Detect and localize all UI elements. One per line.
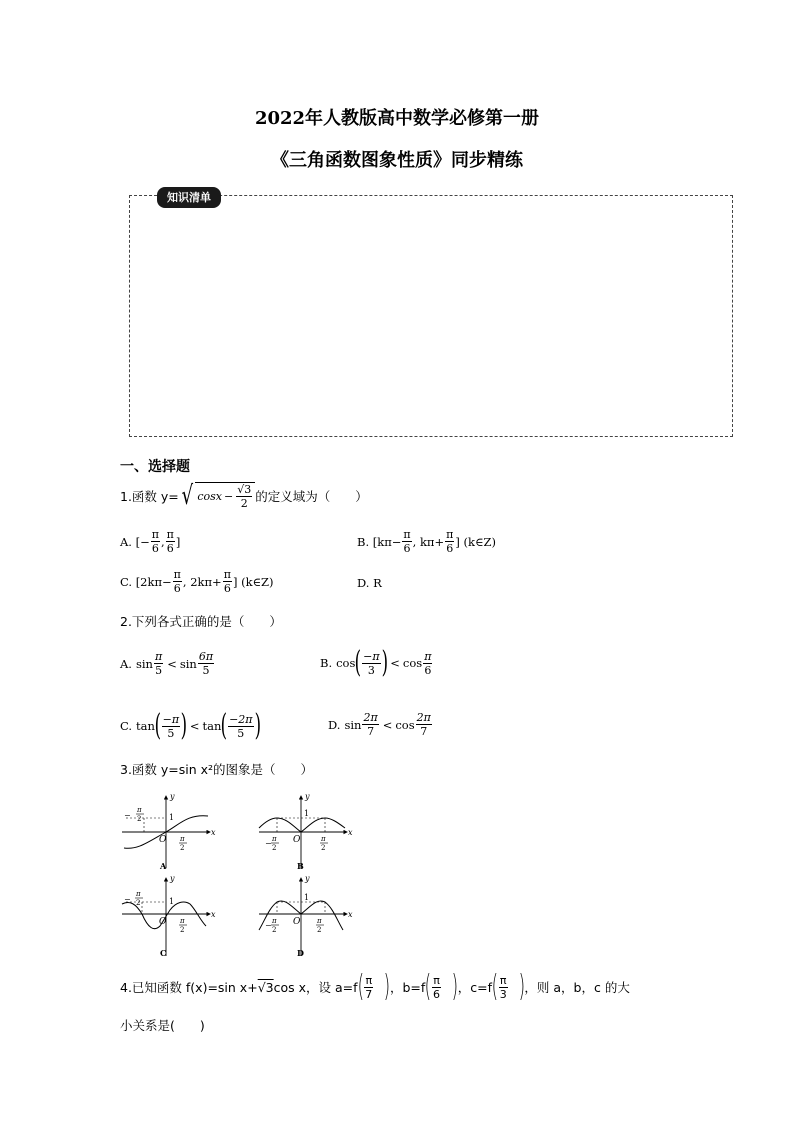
q2c-n2: −2π [229,712,253,726]
q1c-n1: π [173,568,181,581]
q2b-n1: −π [363,649,380,663]
q1-prefix: 1.函数 y= [120,489,179,504]
q2-option-d [328,711,433,738]
graph-b-x: x [348,828,353,837]
q1-minus: − [224,490,234,503]
q2d-d2: 7 [420,725,428,738]
graph-a-pi-l: π [137,806,142,814]
graph-d-label: D [297,948,304,958]
q4-b-n: π [433,973,440,987]
graph-b-two-l: 2 [272,844,277,852]
q2a-f2: sin [179,656,197,671]
sqrt-icon: √ [181,481,193,511]
graph-d-pi-l: π [272,917,277,925]
left-paren-icon: ( [357,969,364,1004]
q1a-pre: A. [− [120,534,150,549]
graph-b-y: y [305,792,310,801]
q4-post: ，则 a，b，c 的大 [524,980,630,995]
q2b-n2: π [424,649,432,663]
left-paren-icon: ( [220,708,228,743]
q2a-d2: 5 [202,664,210,677]
q2c-f2: tan [202,719,222,733]
knowledge-box [129,195,733,437]
left-paren-icon: ( [424,969,432,1004]
q1a-post: ] [175,534,181,549]
q4-c-n: π [499,973,507,987]
q4-mid: cos x，设 a=f [273,980,358,995]
q1-cos: cosx [197,490,222,503]
q2-option-b [320,645,433,680]
q1a-n2: π [166,528,174,541]
q2d-f1: sin [344,717,362,732]
q1d-text: D. R [357,576,382,590]
q2d-lt: < [382,717,393,732]
graph-c-pi-l: π [136,890,141,898]
q1-option-b [357,528,496,555]
graph-a-label: A [160,861,167,871]
q1a-mid: , [160,534,165,549]
q1c-pre: C. [2kπ− [120,574,172,589]
q2-option-a [120,650,215,677]
q2b-d2: 6 [424,663,432,677]
q2c-f1: tan [136,719,155,733]
q1b-d2: 6 [446,542,454,555]
graph-d-one: 1 [304,893,310,902]
q2c-lt: < [189,719,200,733]
right-paren-icon: ) [383,969,391,1004]
q1a-n1: π [151,528,159,541]
q2a-f1: sin [135,656,153,671]
question-2: 2.下列各式正确的是（ ） [120,614,282,629]
graph-b-o: O [293,835,301,845]
q2d-n1: 2π [363,711,378,724]
q2d-label: D. [328,717,341,732]
q1c-d1: 6 [173,582,181,595]
q1b-d1: 6 [403,542,411,555]
graph-a-pi-r: π [180,835,185,843]
graph-c-label: C [160,948,167,958]
q2b-f2: cos [402,656,423,670]
graph-d-pi-r: π [317,917,322,925]
q2c-d1: 5 [167,726,175,740]
q2d-n2: 2π [416,711,431,724]
q1-suffix: 的定义域为（ ） [255,489,368,504]
q2a-d1: 5 [155,664,163,677]
q1-radical [179,482,255,510]
q2c-label: C. [120,719,133,733]
question-4-line2: 小关系是( ) [120,1018,205,1033]
q4-c-pre: ，c=f [457,980,492,995]
graph-d [255,872,355,960]
right-paren-icon: ) [518,969,525,1004]
graph-d-neg: − [265,921,272,930]
left-paren-icon: ( [154,708,162,743]
q2b-lt: < [390,656,400,670]
right-paren-icon: ) [381,645,388,680]
q1b-pre: B. [kπ− [357,534,402,549]
graph-d-o: O [293,917,301,927]
graph-a-neg: − [124,811,131,820]
q2a-n2: 6π [198,650,214,663]
q1c-mid: , 2kπ+ [182,574,222,589]
q1a-d1: 6 [151,542,159,555]
graph-b-two-r: 2 [321,844,326,852]
q2b-f1: cos [336,656,356,670]
graph-b-pi-r: π [321,835,326,843]
graph-c-neg: − [124,895,131,904]
graph-c-pi-r: π [180,917,185,925]
left-paren-icon: ( [491,969,499,1004]
q2c-d2: 5 [237,726,245,740]
graph-b [255,790,355,872]
graph-d-two-r: 2 [317,926,322,934]
q2d-d1: 7 [367,725,375,738]
q2b-label: B. [320,656,333,670]
q1c-post: ] (k∈Z) [232,574,274,589]
question-4 [120,969,630,1004]
doc-title: 2022年人教版高中数学必修第一册 [254,108,540,129]
graph-c-two-l: 2 [136,899,141,907]
graph-c-y: y [170,874,175,883]
q1-sqrt3: √3 [237,483,252,496]
q1-option-d [357,576,382,590]
knowledge-badge: 知识清单 [157,187,221,208]
graph-c-x: x [211,910,216,919]
section-heading: 一、选择题 [120,459,190,475]
q4-a-d: 7 [365,987,373,1001]
q2a-label: A. [120,656,132,671]
q2a-lt: < [167,656,177,671]
graph-b-pi-l: π [272,835,277,843]
graph-a-x: x [211,828,216,837]
q1a-d2: 6 [166,542,174,555]
q1-option-c [120,568,274,595]
graph-a-one: 1 [169,813,175,822]
graph-d-y: y [305,874,310,883]
q2-option-c [120,708,261,743]
question-1 [120,482,368,510]
q2a-n1: π [154,650,163,663]
q4-pre: 4.已知函数 f(x)=sin x+ [120,980,258,995]
graph-a [118,790,218,872]
q1b-n1: π [403,528,411,541]
right-paren-icon: ) [451,969,459,1004]
graph-c-o: O [159,917,167,927]
graph-a-y: y [170,792,175,801]
graph-d-two-l: 2 [272,926,277,934]
graph-c [118,872,218,960]
q4-c-d: 3 [499,987,507,1001]
q1b-n2: π [446,528,454,541]
question-3: 3.函数 y=sin x²的图象是（ ） [120,762,314,777]
right-paren-icon: ) [180,708,188,743]
doc-subtitle: 《三角函数图象性质》同步精练 [271,150,523,171]
q1b-mid: , kπ+ [412,534,445,549]
q4-sqrt3: √3 [257,979,274,995]
q1c-n2: π [223,568,231,581]
graph-c-two-r: 2 [180,926,185,934]
q4-a-n: π [365,973,373,987]
q4-b-pre: ，b=f [389,980,426,995]
q1-option-a [120,528,180,555]
left-paren-icon: ( [355,645,362,680]
graph-b-label: B [297,861,304,871]
q1c-d2: 6 [223,582,231,595]
right-paren-icon: ) [254,708,261,743]
q1-den: 2 [240,497,248,510]
q2d-f2: cos [395,717,415,732]
graph-d-x: x [348,910,353,919]
q4-b-d: 6 [433,987,440,1001]
graph-b-one: 1 [304,809,310,818]
q2c-n1: −π [162,712,180,726]
graph-b-neg: − [265,839,272,848]
graph-c-one: 1 [169,897,175,906]
graph-a-two-r: 2 [180,844,185,852]
graph-a-two-l: 2 [137,815,142,823]
q2b-d1: 3 [367,663,375,677]
graph-a-o: O [159,835,167,845]
q1b-post: ] (k∈Z) [455,534,496,549]
